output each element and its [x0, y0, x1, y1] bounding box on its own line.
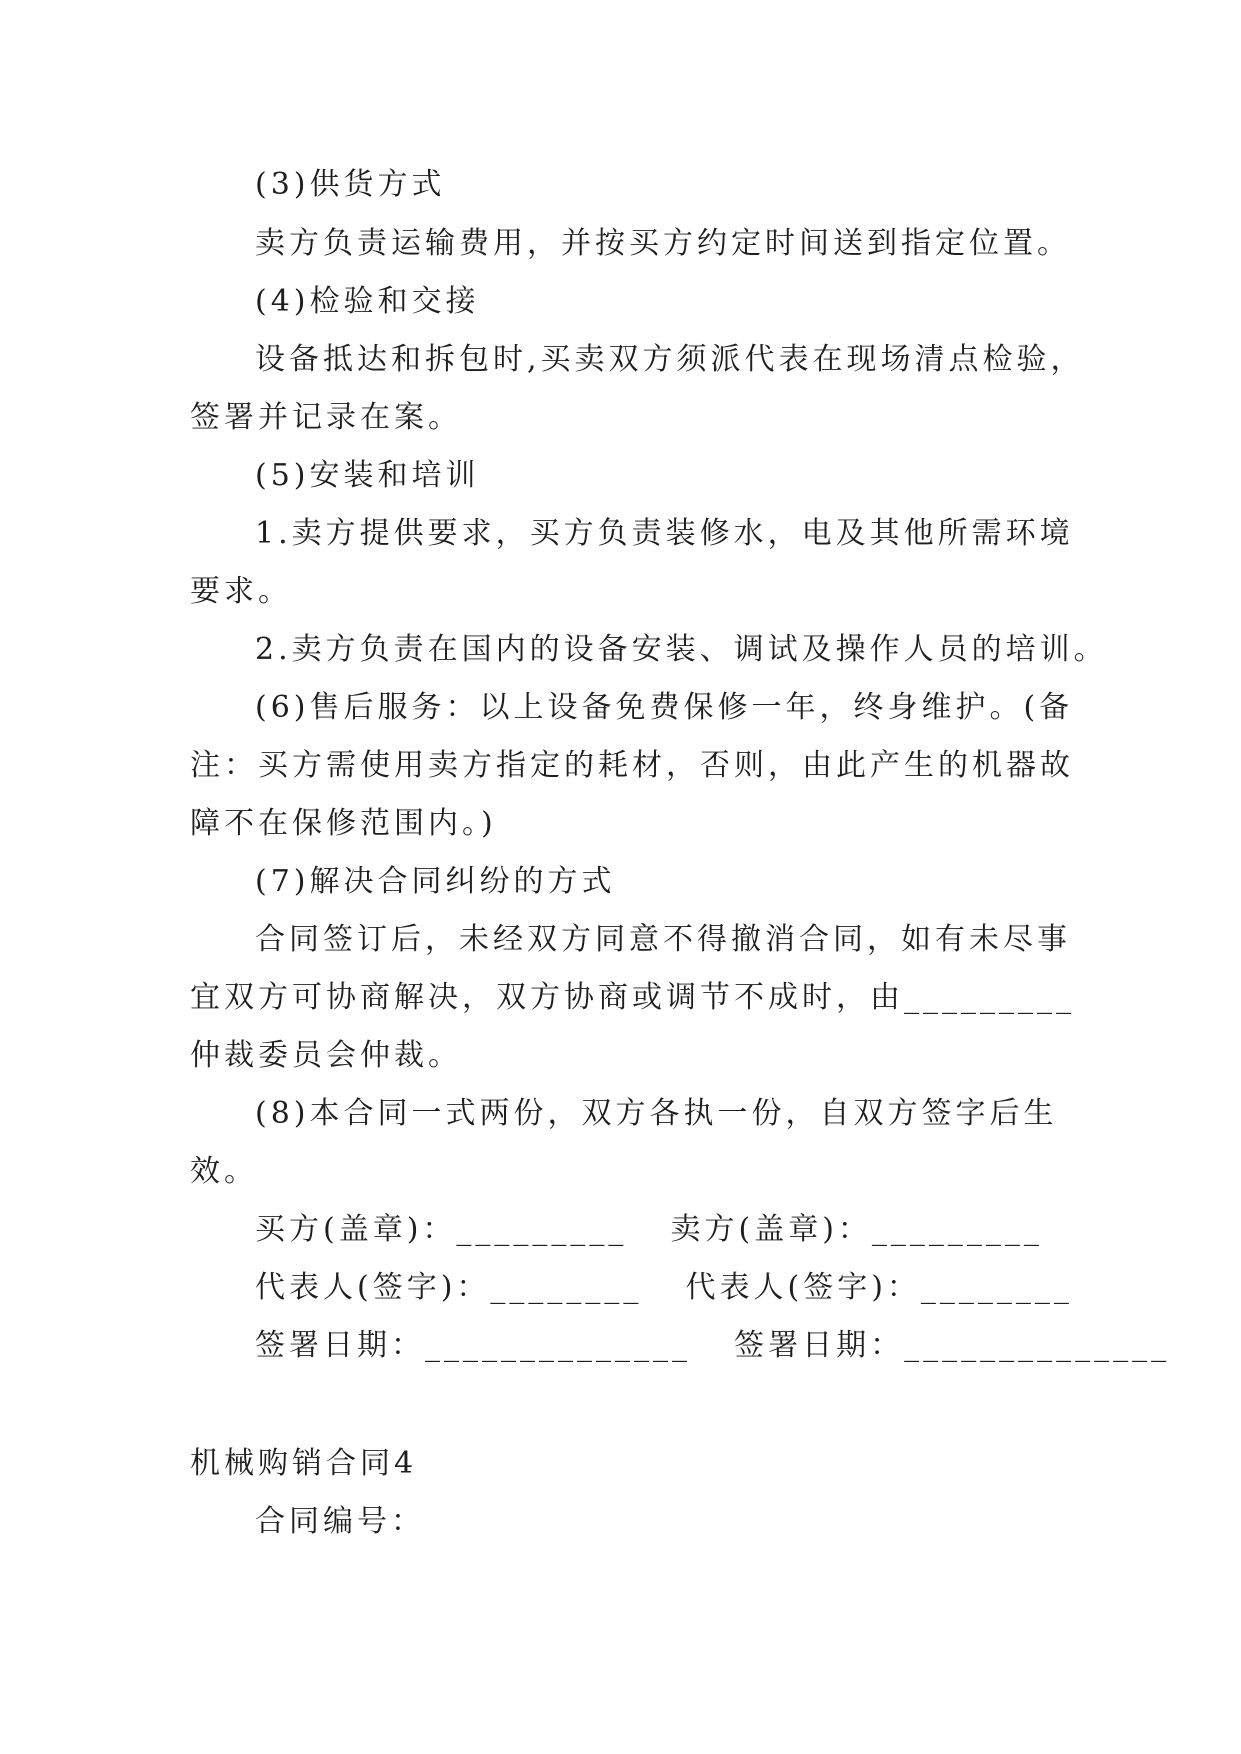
contract-number-label: 合同编号： [255, 1504, 425, 1539]
section-heading-inspection: (4)检验和交接 [255, 284, 480, 319]
paragraph-line: 注：买方需使用卖方指定的耗材，否则，由此产生的机器故 [190, 748, 1074, 783]
section-heading-installation: (5)安装和培训 [255, 458, 480, 493]
buyer-date-field: 签署日期：______________ [255, 1328, 691, 1363]
section-heading-disputes: (7)解决合同纠纷的方式 [255, 864, 616, 899]
paragraph-line: 障不在保修范围内。) [190, 806, 497, 841]
paragraph-line: 仲裁委员会仲裁。 [190, 1038, 462, 1073]
paragraph-line: 2.卖方负责在国内的设备安装、调试及操作人员的培训。 [255, 632, 1108, 667]
buyer-representative-field: 代表人(签字)：________ [255, 1270, 643, 1305]
paragraph-line: 1.卖方提供要求，买方负责装修水，电及其他所需环境 [255, 516, 1074, 551]
paragraph-line: (6)售后服务：以上设备免费保修一年，终身维护。(备 [255, 690, 1074, 725]
signature-row-representative [255, 1268, 1073, 1308]
section-heading-supply: (3)供货方式 [255, 167, 446, 202]
seller-date-field: 签署日期：______________ [734, 1328, 1171, 1363]
signature-row-seal [255, 1210, 1043, 1250]
paragraph-line: 卖方负责运输费用，并按买方约定时间送到指定位置。 [255, 226, 1071, 261]
paragraph-line: (8)本合同一式两份，双方各执一份，自双方签字后生 [255, 1096, 1058, 1131]
seller-representative-field: 代表人(签字)：________ [685, 1270, 1073, 1305]
paragraph-line: 要求。 [190, 574, 292, 609]
paragraph-line: 效。 [190, 1154, 258, 1189]
signature-row-date [255, 1326, 1170, 1366]
paragraph-line: 签署并记录在案。 [190, 400, 462, 435]
buyer-seal-field: 买方(盖章)：_________ [255, 1212, 628, 1247]
next-section-title: 机械购销合同4 [190, 1446, 418, 1481]
seller-seal-field: 卖方(盖章)：_________ [670, 1212, 1043, 1247]
paragraph-line: 宜双方可协商解决，双方协商或调节不成时，由_________ [190, 980, 1075, 1015]
paragraph-line: 合同签订后，未经双方同意不得撤消合同，如有未尽事 [255, 922, 1071, 957]
paragraph-line: 设备抵达和拆包时,买卖双方须派代表在现场清点检验， [255, 342, 1085, 377]
